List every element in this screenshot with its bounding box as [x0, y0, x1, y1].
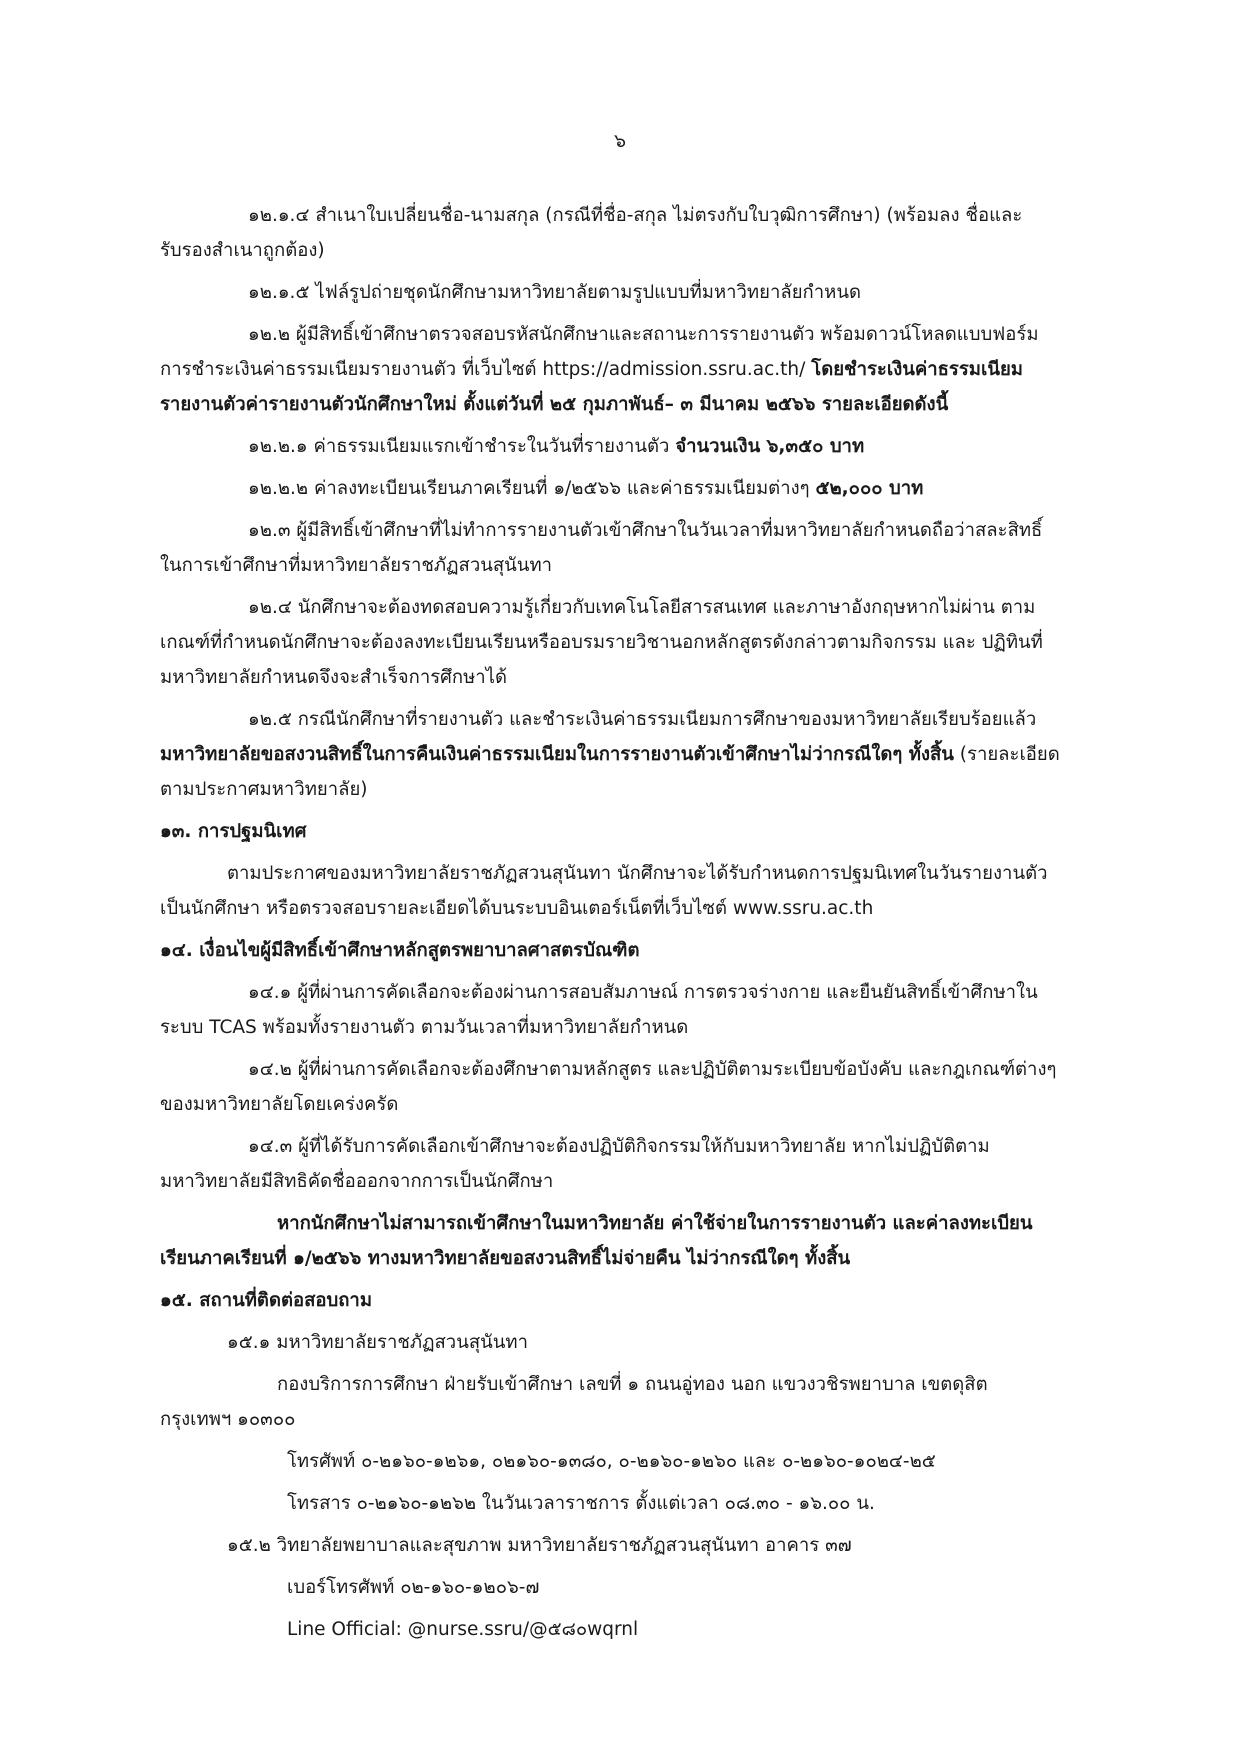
clause-12-4: ๑๒.๔ นักศึกษาจะต้องทดสอบความรู้เกี่ยวกับเทคโนโลยีสารสนเทศ และภาษาอังกฤษหากไม่ผ่าน ตาม เกณฑ์ที่กำหนดนักศึกษาจะต้องลงทะเบียนเรียนหรืออบรมรายวิชานอกหลักสูตรดังกล่าวตามกิจกรรม และ ปฏิทินที่มหาวิทยาลัยกำหนดจึงจะสำเร็จการศึกษาได้: [160, 597, 1043, 688]
clause-15-1-address: กองบริการการศึกษา ฝ่ายรับเข้าศึกษา เลขที่ ๑ ถนนอู่ทอง นอก แขวงวชิรพยาบาล เขตดุสิต กรุงเทพฯ ๑๐๓๐๐: [160, 1374, 988, 1430]
clause-12-2: [160, 317, 1060, 422]
clause-12-2-bold: โดยชำระเงินค่าธรรมเนียมรายงานตัวค่ารายงานตัวนักศึกษาใหม่ ตั้งแต่วันที่ ๒๕ กุมภาพันธ์– ๓ มีนาคม ๒๕๖๖ รายละเอียดดังนี้: [160, 359, 1024, 415]
clause-12-3: ๑๒.๓ ผู้มีสิทธิ์เข้าศึกษาที่ไม่ทำการรายงานตัวเข้าศึกษาในวันเวลาที่มหาวิทยาลัยกำหนดถือว่าสละสิทธิ์ในการเข้าศึกษาที่มหาวิทยาลัยราชภัฏสวนสุนันทา: [160, 520, 1043, 576]
clause-12-2-2-amount: ๕๒,๐๐๐ บาท: [815, 478, 924, 499]
clause-15-2-title: ๑๕.๒ วิทยาลัยพยาบาลและสุขภาพ มหาวิทยาลัยราชภัฏสวนสุนันทา อาคาร ๓๗: [227, 1535, 852, 1556]
clause-15-1-title: ๑๕.๑ มหาวิทยาลัยราชภัฏสวนสุนันทา: [227, 1332, 529, 1353]
clause-12-2-1-text: ๑๒.๒.๑ ค่าธรรมเนียมแรกเข้าชำระในวันที่รายงานตัว: [248, 436, 676, 457]
section-14-note: หากนักศึกษาไม่สามารถเข้าศึกษาในมหาวิทยาลัย ค่าใช้จ่ายในการรายงานตัว และค่าลงทะเบียนเรียนภาคเรียนที่ ๑/๒๕๖๖ ทางมหาวิทยาลัยขอสงวนสิทธิ์ไม่จ่ายคืน ไม่ว่ากรณีใดๆ ทั้งสิ้น: [160, 1213, 1033, 1269]
clause-15-1-phone: โทรศัพท์ ๐-๒๑๖๐-๑๒๖๑, ๐๒๑๖๐-๑๓๘๐, ๐-๒๑๖๐-๑๒๖๐ และ ๐-๒๑๖๐-๑๐๒๔-๒๕: [287, 1451, 936, 1472]
clause-14-1: ๑๔.๑ ผู้ที่ผ่านการคัดเลือกจะต้องผ่านการสอบสัมภาษณ์ การตรวจร่างกาย และยืนยันสิทธิ์เข้าศึกษาในระบบ TCAS พร้อมทั้งรายงานตัว ตามวันเวลาที่มหาวิทยาลัยกำหนด: [160, 982, 1038, 1038]
section-13-text: ตามประกาศของมหาวิทยาลัยราชภัฏสวนสุนันทา นักศึกษาจะได้รับกำหนดการปฐมนิเทศในวันรายงานตัวเป็นนักศึกษา หรือตรวจสอบรายละเอียดได้บนระบบอินเตอร์เน็ตที่เว็บไซต์ www.ssru.ac.th: [160, 863, 1048, 919]
clause-12-2-1-amount: จำนวนเงิน ๖,๓๕๐ บาท: [675, 436, 865, 457]
clause-12-2-text: ๑๒.๒ ผู้มีสิทธิ์เข้าศึกษาตรวจสอบรหัสนักศึกษาและสถานะการรายงานตัว พร้อมดาวน์โหลดแบบฟอร์มการชำระเงินค่าธรรมเนียมรายงานตัว ที่เว็บไซต์ https://admission.ssru.ac.th/: [160, 324, 1039, 380]
clause-12-1-5: ๑๒.๑.๕ ไฟล์รูปถ่ายชุดนักศึกษามหาวิทยาลัยตามรูปแบบที่มหาวิทยาลัยกำหนด: [248, 282, 861, 303]
clause-12-2-2: [160, 471, 1060, 506]
page-number: ๖: [613, 130, 627, 152]
clause-12-1-4: ๑๒.๑.๔ สำเนาใบเปลี่ยนชื่อ-นามสกุล (กรณีที่ชื่อ-สกุล ไม่ตรงกับใบวุฒิการศึกษา) (พร้อมลง ชื่อและรับรองสำเนาถูกต้อง): [160, 205, 1023, 261]
document-body: [160, 198, 1060, 1654]
section-14-heading: ๑๔. เงื่อนไขผู้มีสิทธิ์เข้าศึกษาหลักสูตรพยาบาลศาสตรบัณฑิต: [160, 940, 640, 961]
clause-12-5-text: ๑๒.๕ กรณีนักศึกษาที่รายงานตัว และชำระเงินค่าธรรมเนียมการศึกษาของมหาวิทยาลัยเรียบร้อยแล้ว: [248, 709, 1037, 730]
clause-12-2-1: [160, 429, 1060, 464]
clause-12-5-tail: (รายละเอียดตามประกาศมหาวิทยาลัย): [160, 744, 1060, 800]
section-15-heading: ๑๕. สถานที่ติดต่อสอบถาม: [160, 1290, 373, 1311]
clause-15-2-line: Line Official: @nurse.ssru/@๕๘๐wqrnl: [287, 1619, 639, 1640]
clause-12-5: [160, 702, 1060, 807]
clause-12-2-2-text: ๑๒.๒.๒ ค่าลงทะเบียนเรียนภาคเรียนที่ ๑/๒๕๖๖ และค่าธรรมเนียมต่างๆ: [248, 478, 816, 499]
clause-15-2-phone: เบอร์โทรศัพท์ ๐๒-๑๖๐-๑๒๐๖-๗: [287, 1577, 540, 1598]
section-13-heading: ๑๓. การปฐมนิเทศ: [160, 821, 307, 842]
clause-12-5-bold: มหาวิทยาลัยขอสงวนสิทธิ์ในการคืนเงินค่าธรรมเนียมในการรายงานตัวเข้าศึกษาไม่ว่ากรณีใดๆ ทั้งสิ้น: [160, 744, 954, 765]
clause-15-1-fax: โทรสาร ๐-๒๑๖๐-๑๒๖๒ ในวันเวลาราชการ ตั้งแต่เวลา ๐๘.๓๐ - ๑๖.๐๐ น.: [287, 1493, 875, 1514]
clause-14-2: ๑๔.๒ ผู้ที่ผ่านการคัดเลือกจะต้องศึกษาตามหลักสูตร และปฏิบัติตามระเบียบข้อบังคับ และกฎเกณฑ์ต่างๆ ของมหาวิทยาลัยโดยเคร่งครัด: [160, 1059, 1057, 1115]
clause-14-3: ๑๔.๓ ผู้ที่ได้รับการคัดเลือกเข้าศึกษาจะต้องปฏิบัติกิจกรรมให้กับมหาวิทยาลัย หากไม่ปฏิบัติตามมหาวิทยาลัยมีสิทธิคัดชื่อออกจากการเป็นนักศึกษา: [160, 1136, 990, 1192]
